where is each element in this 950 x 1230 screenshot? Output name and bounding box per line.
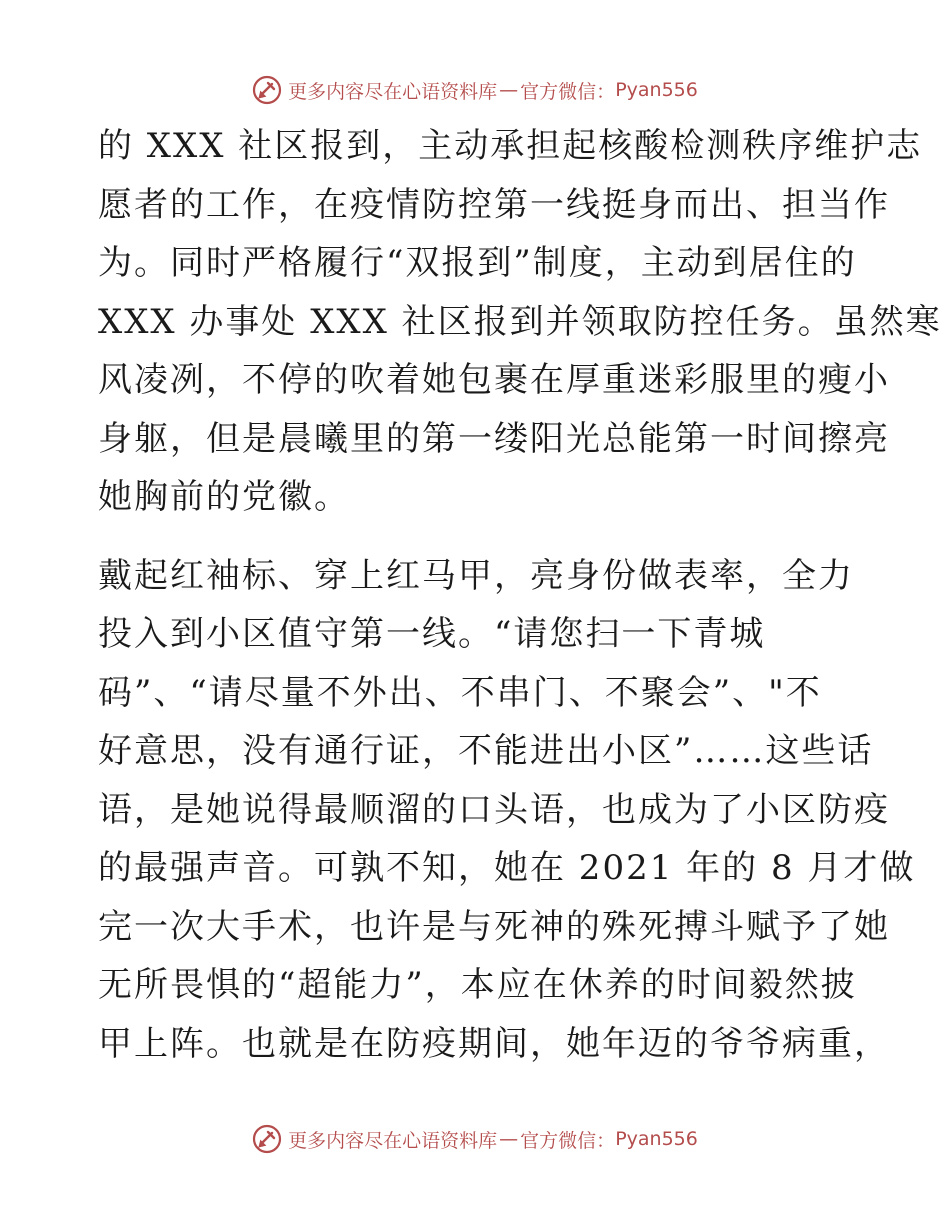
text-line: 投入到小区值守第一线。“请您扫一下青城 xyxy=(98,614,766,654)
watermark-text: 更多内容尽在心语资料库 xyxy=(288,1129,498,1152)
paragraph-1 xyxy=(98,117,942,527)
paragraph-gap xyxy=(98,527,858,547)
watermark-wechat-id: Pyan556 xyxy=(615,1128,698,1150)
text-line: 甲上阵。也就是在防疫期间，她年迈的爷爷病重， xyxy=(98,1023,890,1064)
text-line: 她胸前的党徽。 xyxy=(98,477,350,517)
text-line: 无所畏惧的“超能力”，本应在休养的时间毅然披 xyxy=(98,965,857,1005)
watermark-separator: — xyxy=(499,1128,519,1150)
text-line: 风凌冽，不停的吹着她包裹在厚重迷彩服里的瘦小 xyxy=(98,360,890,400)
text-line: 语，是她说得最顺溜的口头语，也成为了小区防疫 xyxy=(98,789,890,830)
watermark-text: 更多内容尽在心语资料库 xyxy=(288,80,498,103)
seal-logo-icon xyxy=(252,75,282,105)
text-line: 戴起红袖标、穿上红马甲，亮身份做表率，全力 xyxy=(98,555,854,596)
footer-watermark xyxy=(0,1122,950,1156)
text-line: 的 XXX 社区报到，主动承担起核酸检测秩序维护志 xyxy=(98,126,923,166)
paragraph-2 xyxy=(98,547,916,1074)
document-body xyxy=(98,117,942,1073)
text-line: 好意思，没有通行证，不能进出小区”……这些话 xyxy=(98,731,874,771)
seal-logo-icon xyxy=(252,1124,282,1154)
text-line: 愿者的工作，在疫情防控第一线挺身而出、担当作 xyxy=(98,184,890,225)
text-line: 身躯，但是晨曦里的第一缕阳光总能第一时间擦亮 xyxy=(98,418,890,459)
watermark-separator: — xyxy=(499,79,519,101)
watermark-wechat-id: Pyan556 xyxy=(615,79,698,101)
text-line: 完一次大手术，也许是与死神的殊死搏斗赋予了她 xyxy=(98,906,890,947)
header-watermark xyxy=(0,73,950,107)
watermark-official-label: 官方微信： xyxy=(520,80,616,103)
text-line: 码”、“请尽量不外出、不串门、不聚会”、"不 xyxy=(98,672,822,713)
watermark-official-label: 官方微信： xyxy=(520,1129,616,1152)
text-line: 的最强声音。可孰不知，她在 2021 年的 8 月才做 xyxy=(98,848,916,888)
text-line: XXX 办事处 XXX 社区报到并领取防控任务。虽然寒 xyxy=(98,301,942,342)
text-line: 为。同时严格履行“双报到”制度，主动到居住的 xyxy=(98,243,857,283)
